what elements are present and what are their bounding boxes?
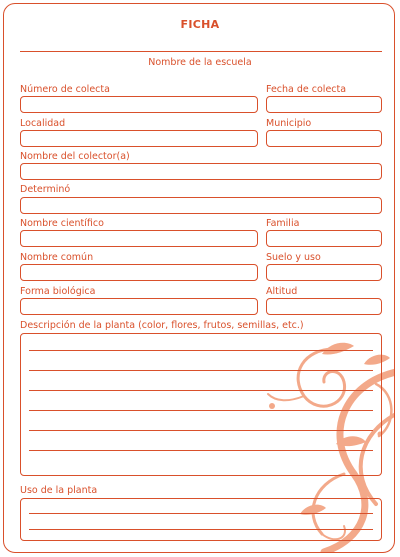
label-descripcion: Descripción de la planta (color, flores, frutos, semillas, etc.) xyxy=(20,320,304,331)
fecha-colecta-field[interactable] xyxy=(266,96,382,113)
ruled-line xyxy=(29,370,373,371)
school-name-caption: Nombre de la escuela xyxy=(148,57,252,68)
ruled-line xyxy=(29,390,373,391)
familia-field[interactable] xyxy=(266,230,382,247)
label-fecha-colecta: Fecha de colecta xyxy=(266,84,347,95)
label-localidad: Localidad xyxy=(20,118,66,129)
forma-biologica-field[interactable] xyxy=(20,298,258,315)
ficha-card xyxy=(3,3,395,553)
label-suelo-uso: Suelo y uso xyxy=(266,252,321,263)
nombre-cientifico-field[interactable] xyxy=(20,230,258,247)
numero-colecta-field[interactable] xyxy=(20,96,258,113)
label-uso: Uso de la planta xyxy=(20,485,98,496)
page-title: FICHA xyxy=(180,18,220,31)
nombre-comun-field[interactable] xyxy=(20,264,258,281)
label-nombre-comun: Nombre común xyxy=(20,252,94,263)
localidad-field[interactable] xyxy=(20,130,258,147)
label-familia: Familia xyxy=(266,218,300,229)
suelo-uso-field[interactable] xyxy=(266,264,382,281)
altitud-field[interactable] xyxy=(266,298,382,315)
school-name-line xyxy=(20,51,382,52)
ruled-line xyxy=(29,410,373,411)
ruled-line xyxy=(29,450,373,451)
label-municipio: Municipio xyxy=(266,118,312,129)
uso-field[interactable] xyxy=(20,498,382,541)
ruled-line xyxy=(29,430,373,431)
label-altitud: Altitud xyxy=(266,286,298,297)
ruled-line xyxy=(29,513,373,514)
label-forma-biologica: Forma biológica xyxy=(20,286,96,297)
label-nombre-cientifico: Nombre científico xyxy=(20,218,104,229)
label-determino: Determinó xyxy=(20,184,71,195)
municipio-field[interactable] xyxy=(266,130,382,147)
descripcion-field[interactable] xyxy=(20,333,382,476)
ruled-line xyxy=(29,529,373,530)
ruled-line xyxy=(29,350,373,351)
label-numero-colecta: Número de colecta xyxy=(20,84,110,95)
determino-field[interactable] xyxy=(20,197,382,214)
label-colector: Nombre del colector(a) xyxy=(20,151,130,162)
colector-field[interactable] xyxy=(20,163,382,180)
